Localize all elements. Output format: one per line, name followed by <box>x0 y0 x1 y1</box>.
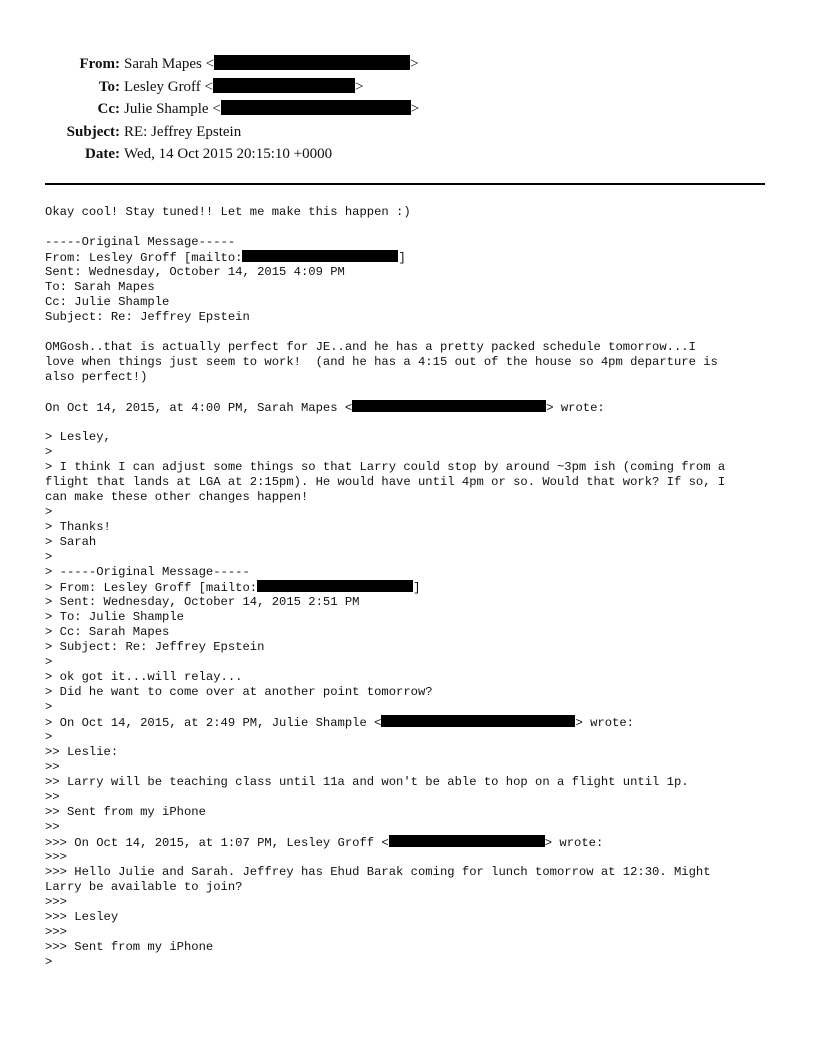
header-field <box>40 143 419 166</box>
redaction-bar <box>381 715 575 727</box>
body-line-suffix: ] <box>398 251 406 265</box>
body-line-suffix: > wrote: <box>575 716 634 730</box>
header-value <box>124 121 241 144</box>
body-line <box>45 325 725 340</box>
body-line: > <box>45 550 53 564</box>
header-value-suffix: > <box>355 78 364 95</box>
email-header <box>40 53 419 166</box>
body-line: can make these other changes happen! <box>45 490 309 504</box>
redaction-bar <box>352 400 546 412</box>
body-line: >>> <box>45 850 67 864</box>
body-line: >>> Lesley <box>45 910 119 924</box>
body-line: >>> Hello Julie and Sarah. Jeffrey has Ehud Barak coming for lunch tomorrow at 12:30. Might <box>45 865 711 879</box>
header-label: From: <box>79 56 120 72</box>
header-label: To: <box>98 78 120 95</box>
body-line: Okay cool! Stay tuned!! Let me make this happen :) <box>45 205 411 219</box>
body-line <box>45 400 725 415</box>
body-line: Subject: Re: Jeffrey Epstein <box>45 310 250 324</box>
redaction-bar <box>242 250 398 262</box>
body-line: > Sent: Wednesday, October 14, 2015 2:51 PM <box>45 595 360 609</box>
header-value <box>124 53 419 76</box>
header-label: Subject: <box>66 123 120 140</box>
body-line: >> Larry will be teaching class until 11a and won't be able to hop on a flight until 1p. <box>45 775 689 789</box>
redaction-bar <box>257 580 413 592</box>
email-body <box>45 205 725 970</box>
body-line: Sent: Wednesday, October 14, 2015 4:09 PM <box>45 265 345 279</box>
header-value-text: Lesley Groff < <box>124 78 213 95</box>
body-line: >> <box>45 790 60 804</box>
redaction-bar <box>213 78 355 93</box>
body-line-text: On Oct 14, 2015, at 4:00 PM, Sarah Mapes < <box>45 401 353 415</box>
body-line: >> <box>45 760 60 774</box>
header-value <box>124 76 363 99</box>
header-value-suffix: > <box>410 56 419 72</box>
body-line <box>45 220 725 235</box>
header-value-text: Sarah Mapes < <box>124 56 215 72</box>
header-value-text: Julie Shample < <box>124 101 221 118</box>
body-line-text: From: Lesley Groff [mailto: <box>45 251 243 265</box>
body-line: > <box>45 655 53 669</box>
body-line: > Sarah <box>45 535 97 549</box>
header-value <box>124 98 419 121</box>
body-line: > Did he want to come over at another point tomorrow? <box>45 685 433 699</box>
body-line: flight that lands at LGA at 2:15pm). He would have until 4pm or so. Would that work? If so, I <box>45 475 726 489</box>
body-line: also perfect!) <box>45 370 148 384</box>
body-line: >>> Sent from my iPhone <box>45 940 214 954</box>
body-line: > To: Julie Shample <box>45 610 184 624</box>
body-line: > Cc: Sarah Mapes <box>45 625 170 639</box>
body-line: > Lesley, <box>45 430 111 444</box>
header-value <box>124 143 332 166</box>
body-line: OMGosh..that is actually perfect for JE..and he has a pretty packed schedule tomorrow...I <box>45 340 696 354</box>
redaction-bar <box>221 100 411 115</box>
body-line: Larry be available to join? <box>45 880 243 894</box>
body-line-text: > From: Lesley Groff [mailto: <box>45 581 258 595</box>
header-field <box>40 121 419 144</box>
body-line: > Thanks! <box>45 520 111 534</box>
body-line <box>45 580 725 595</box>
body-line: >> Sent from my iPhone <box>45 805 206 819</box>
body-line <box>45 415 725 430</box>
body-line: > <box>45 445 53 459</box>
body-line: > ok got it...will relay... <box>45 670 243 684</box>
body-line <box>45 250 725 265</box>
header-value-suffix: > <box>410 101 420 118</box>
header-divider <box>45 183 765 185</box>
body-line <box>45 835 725 850</box>
body-line-text: > On Oct 14, 2015, at 2:49 PM, Julie Shample < <box>45 716 382 730</box>
body-line: > <box>45 730 53 744</box>
body-line-suffix: ] <box>413 581 421 595</box>
header-value-text: RE: Jeffrey Epstein <box>124 123 242 140</box>
body-line: >>> <box>45 925 67 939</box>
body-line: > <box>45 955 53 969</box>
header-field <box>40 76 419 99</box>
header-field <box>40 53 419 76</box>
body-line <box>45 385 725 400</box>
body-line: >>> <box>45 895 67 909</box>
header-field <box>40 98 419 121</box>
header-value-text: Wed, 14 Oct 2015 20:15:10 +0000 <box>124 146 333 163</box>
body-line: -----Original Message----- <box>45 235 236 249</box>
body-line: > <box>45 505 53 519</box>
body-line-suffix: > wrote: <box>544 836 604 850</box>
header-label: Cc: <box>97 101 120 118</box>
body-line: > Subject: Re: Jeffrey Epstein <box>45 640 265 654</box>
body-line: To: Sarah Mapes <box>45 280 155 294</box>
body-line: >> <box>45 820 60 834</box>
header-label: Date: <box>85 146 120 163</box>
body-line: > -----Original Message----- <box>45 565 250 579</box>
body-line-text: >>> On Oct 14, 2015, at 1:07 PM, Lesley Groff < <box>45 836 389 850</box>
body-line: > I think I can adjust some things so that Larry could stop by around ~3pm ish (coming from a <box>45 460 726 474</box>
body-line-suffix: > wrote: <box>546 401 605 415</box>
redaction-bar <box>214 55 410 70</box>
body-line: >> Leslie: <box>45 745 119 759</box>
redaction-bar <box>389 835 545 847</box>
body-line: Cc: Julie Shample <box>45 295 170 309</box>
body-line: love when things just seem to work! (and he has a 4:15 out of the house so 4pm departure is <box>45 355 718 369</box>
body-line <box>45 715 725 730</box>
body-line: > <box>45 700 53 714</box>
